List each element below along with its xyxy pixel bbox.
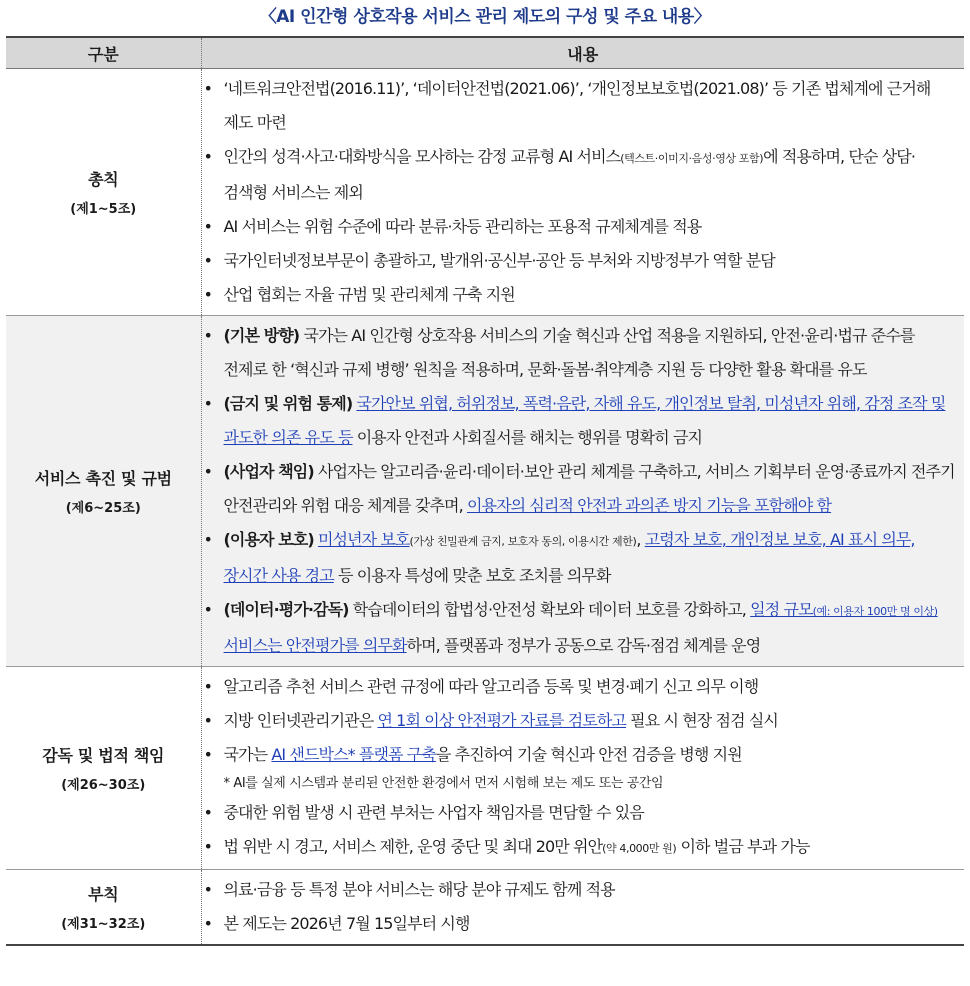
bullet-item bbox=[202, 830, 959, 866]
bullet-item bbox=[202, 387, 959, 455]
bullet-item bbox=[202, 907, 959, 941]
section-articles: (제1~5조) bbox=[70, 202, 137, 217]
header-category: 구분 bbox=[6, 37, 201, 69]
bullet-text: 이용자 안전과 사회질서를 해치는 행위를 명확히 금지 bbox=[352, 428, 703, 447]
underlined-text: 고령자 보호, 개인정보 보호, AI 표시 의무, 장시간 사용 경고 bbox=[223, 530, 915, 585]
bullet-text: 법 위반 시 경고, 서비스 제한, 운영 중단 및 최대 20만 위안 bbox=[223, 837, 603, 856]
underlined-text: 미성년자 보호 bbox=[317, 530, 410, 549]
bullet-text: 필요 시 현장 점검 실시 bbox=[626, 711, 778, 730]
bullet-heading: (사업자 책임) bbox=[223, 462, 314, 481]
bullet-text: 알고리즘 추천 서비스 관련 규정에 따라 알고리즘 등록 및 변경·폐기 신고 의무 이행 bbox=[223, 677, 759, 696]
bullet-item bbox=[202, 72, 959, 140]
section-articles: (제6~25조) bbox=[65, 501, 141, 516]
bullet-text: 의료·금융 등 특정 분야 서비스는 해당 분야 규제도 함께 적용 bbox=[223, 880, 615, 899]
underlined-text: 서비스는 안전평가를 의무화 bbox=[223, 636, 407, 655]
bullet-list bbox=[202, 870, 965, 944]
section-row-supplementary bbox=[6, 870, 964, 946]
bullet-text: 국가인터넷정보부문이 총괄하고, 발개위·공신부·공안 등 부처와 지방정부가 역할 분담 bbox=[223, 251, 775, 270]
bullet-text: AI 서비스는 위험 수준에 따라 분류·차등 관리하는 포용적 규제체계를 적용 bbox=[223, 217, 702, 236]
underlined-text: 일정 규모 bbox=[750, 600, 813, 619]
section-content bbox=[201, 69, 964, 316]
bullet-text: (약 4,000만 원) bbox=[602, 842, 677, 855]
underlined-text: (예: 이용자 100만 명 이상) bbox=[812, 605, 938, 618]
bullet-text: , bbox=[636, 530, 645, 549]
bullet-text: 사업자는 알고리즘·윤리·데이터·보안 관리 체계를 구축하고, 서비스 기획부터 운영·종료까지 전주기 안전관리와 위험 대응 체계를 갖추며, bbox=[223, 462, 955, 515]
bullet-item bbox=[202, 738, 959, 772]
bullet-item bbox=[202, 523, 959, 593]
bullet-text: 에 적용하며, 단순 상담·검색형 서비스는 제외 bbox=[223, 147, 916, 202]
bullet-heading: (이용자 보호) bbox=[223, 530, 314, 549]
bullet-text: (가상 친밀관계 금지, 보호자 동의, 이용시간 제한) bbox=[409, 535, 637, 548]
bullet-heading: (기본 방향) bbox=[223, 326, 300, 345]
bullet-list bbox=[202, 667, 965, 869]
bullet-item bbox=[202, 593, 959, 663]
section-content bbox=[201, 667, 964, 870]
bullet-item bbox=[202, 670, 959, 704]
section-name: 부칙 bbox=[88, 885, 119, 904]
bullet-item bbox=[202, 319, 959, 387]
section-articles: (제26~30조) bbox=[61, 778, 146, 793]
page-title: 〈AI 인간형 상호작용 서비스 관리 제도의 구성 및 주요 내용〉 bbox=[259, 7, 711, 27]
underlined-text: 국가안보 위협, 허위정보, 폭력·음란, 자해 유도, 개인정보 탈취, 미성년자 위해, 감정 조작 및 과도한 의존 유도 등 bbox=[223, 394, 946, 447]
bullet-list bbox=[202, 69, 965, 315]
section-label bbox=[6, 870, 201, 946]
bullet-text: 중대한 위험 발생 시 관련 부처는 사업자 책임자를 면담할 수 있음 bbox=[223, 803, 644, 822]
underlined-text: AI 샌드박스* 플랫폼 구축 bbox=[271, 745, 436, 764]
section-label bbox=[6, 667, 201, 870]
bullet-item bbox=[202, 278, 959, 312]
bullet-item bbox=[202, 455, 959, 523]
bullet-text: (텍스트·이미지·음성·영상 포함) bbox=[620, 152, 764, 165]
header-row bbox=[6, 37, 964, 69]
section-content bbox=[201, 870, 964, 946]
bullet-item bbox=[202, 796, 959, 830]
bullet-list bbox=[202, 316, 965, 666]
section-content bbox=[201, 316, 964, 667]
bullet-text: 산업 협회는 자율 규범 및 관리체계 구축 지원 bbox=[223, 285, 515, 304]
bullet-text: 본 제도는 2026년 7월 15일부터 시행 bbox=[223, 914, 470, 933]
section-articles: (제31~32조) bbox=[61, 917, 146, 932]
footnote bbox=[202, 772, 959, 796]
bullet-text: 을 추진하여 기술 혁신과 안전 검증을 병행 지원 bbox=[435, 745, 742, 764]
bullet-text: 등 이용자 특성에 맞춘 보호 조치를 의무화 bbox=[333, 566, 611, 585]
bullet-text: 하며, 플랫폼과 정부가 공동으로 감독·점검 체계를 운영 bbox=[406, 636, 761, 655]
bullet-item bbox=[202, 140, 959, 210]
bullet-item bbox=[202, 244, 959, 278]
section-name: 감독 및 법적 책임 bbox=[42, 746, 165, 765]
bullet-heading: (데이터·평가·감독) bbox=[223, 600, 349, 619]
bullet-text: 국가는 AI 인간형 상호작용 서비스의 기술 혁신과 산업 적용을 지원하되, 안전·윤리·법규 준수를 전제로 한 ‘혁신과 규제 병행’ 원칙을 적용하며, 문화·돌봄·취약계층 지원 등 다양한 활용 확대를 유도 bbox=[223, 326, 915, 379]
bullet-item bbox=[202, 704, 959, 738]
bullet-text: 인간의 성격·사고·대화방식을 모사하는 감정 교류형 AI 서비스 bbox=[223, 147, 621, 166]
section-row-general bbox=[6, 69, 964, 316]
bullet-item bbox=[202, 210, 959, 244]
header-content: 내용 bbox=[201, 37, 964, 69]
section-label bbox=[6, 69, 201, 316]
content-table bbox=[6, 36, 964, 946]
section-name: 총칙 bbox=[88, 170, 119, 189]
bullet-text: 학습데이터의 합법성·안전성 확보와 데이터 보호를 강화하고, bbox=[348, 600, 751, 619]
underlined-text: 연 1회 이상 안전평가 자료를 검토하고 bbox=[377, 711, 626, 730]
bullet-item bbox=[202, 873, 959, 907]
section-row-supervision bbox=[6, 667, 964, 870]
bullet-heading: (금지 및 위험 통제) bbox=[223, 394, 353, 413]
bullet-text: * AI를 실제 시스템과 분리된 안전한 환경에서 먼저 시험해 보는 제도 또는 공간임 bbox=[223, 776, 664, 791]
section-name: 서비스 촉진 및 규범 bbox=[34, 469, 172, 488]
section-row-promotion bbox=[6, 316, 964, 667]
section-label bbox=[6, 316, 201, 667]
underlined-text: 이용자의 심리적 안전과 과의존 방지 기능을 포함해야 함 bbox=[466, 496, 832, 515]
bullet-text: 지방 인터넷관리기관은 bbox=[223, 711, 378, 730]
bullet-text: ‘네트워크안전법(2016.11)’, ‘데이터안전법(2021.06)’, ‘개인정보보호법(2021.08)’ 등 기존 법체계에 근거해 제도 마련 bbox=[223, 79, 931, 132]
bullet-text: 이하 벌금 부과 가능 bbox=[676, 837, 810, 856]
bullet-text: 국가는 bbox=[223, 745, 272, 764]
